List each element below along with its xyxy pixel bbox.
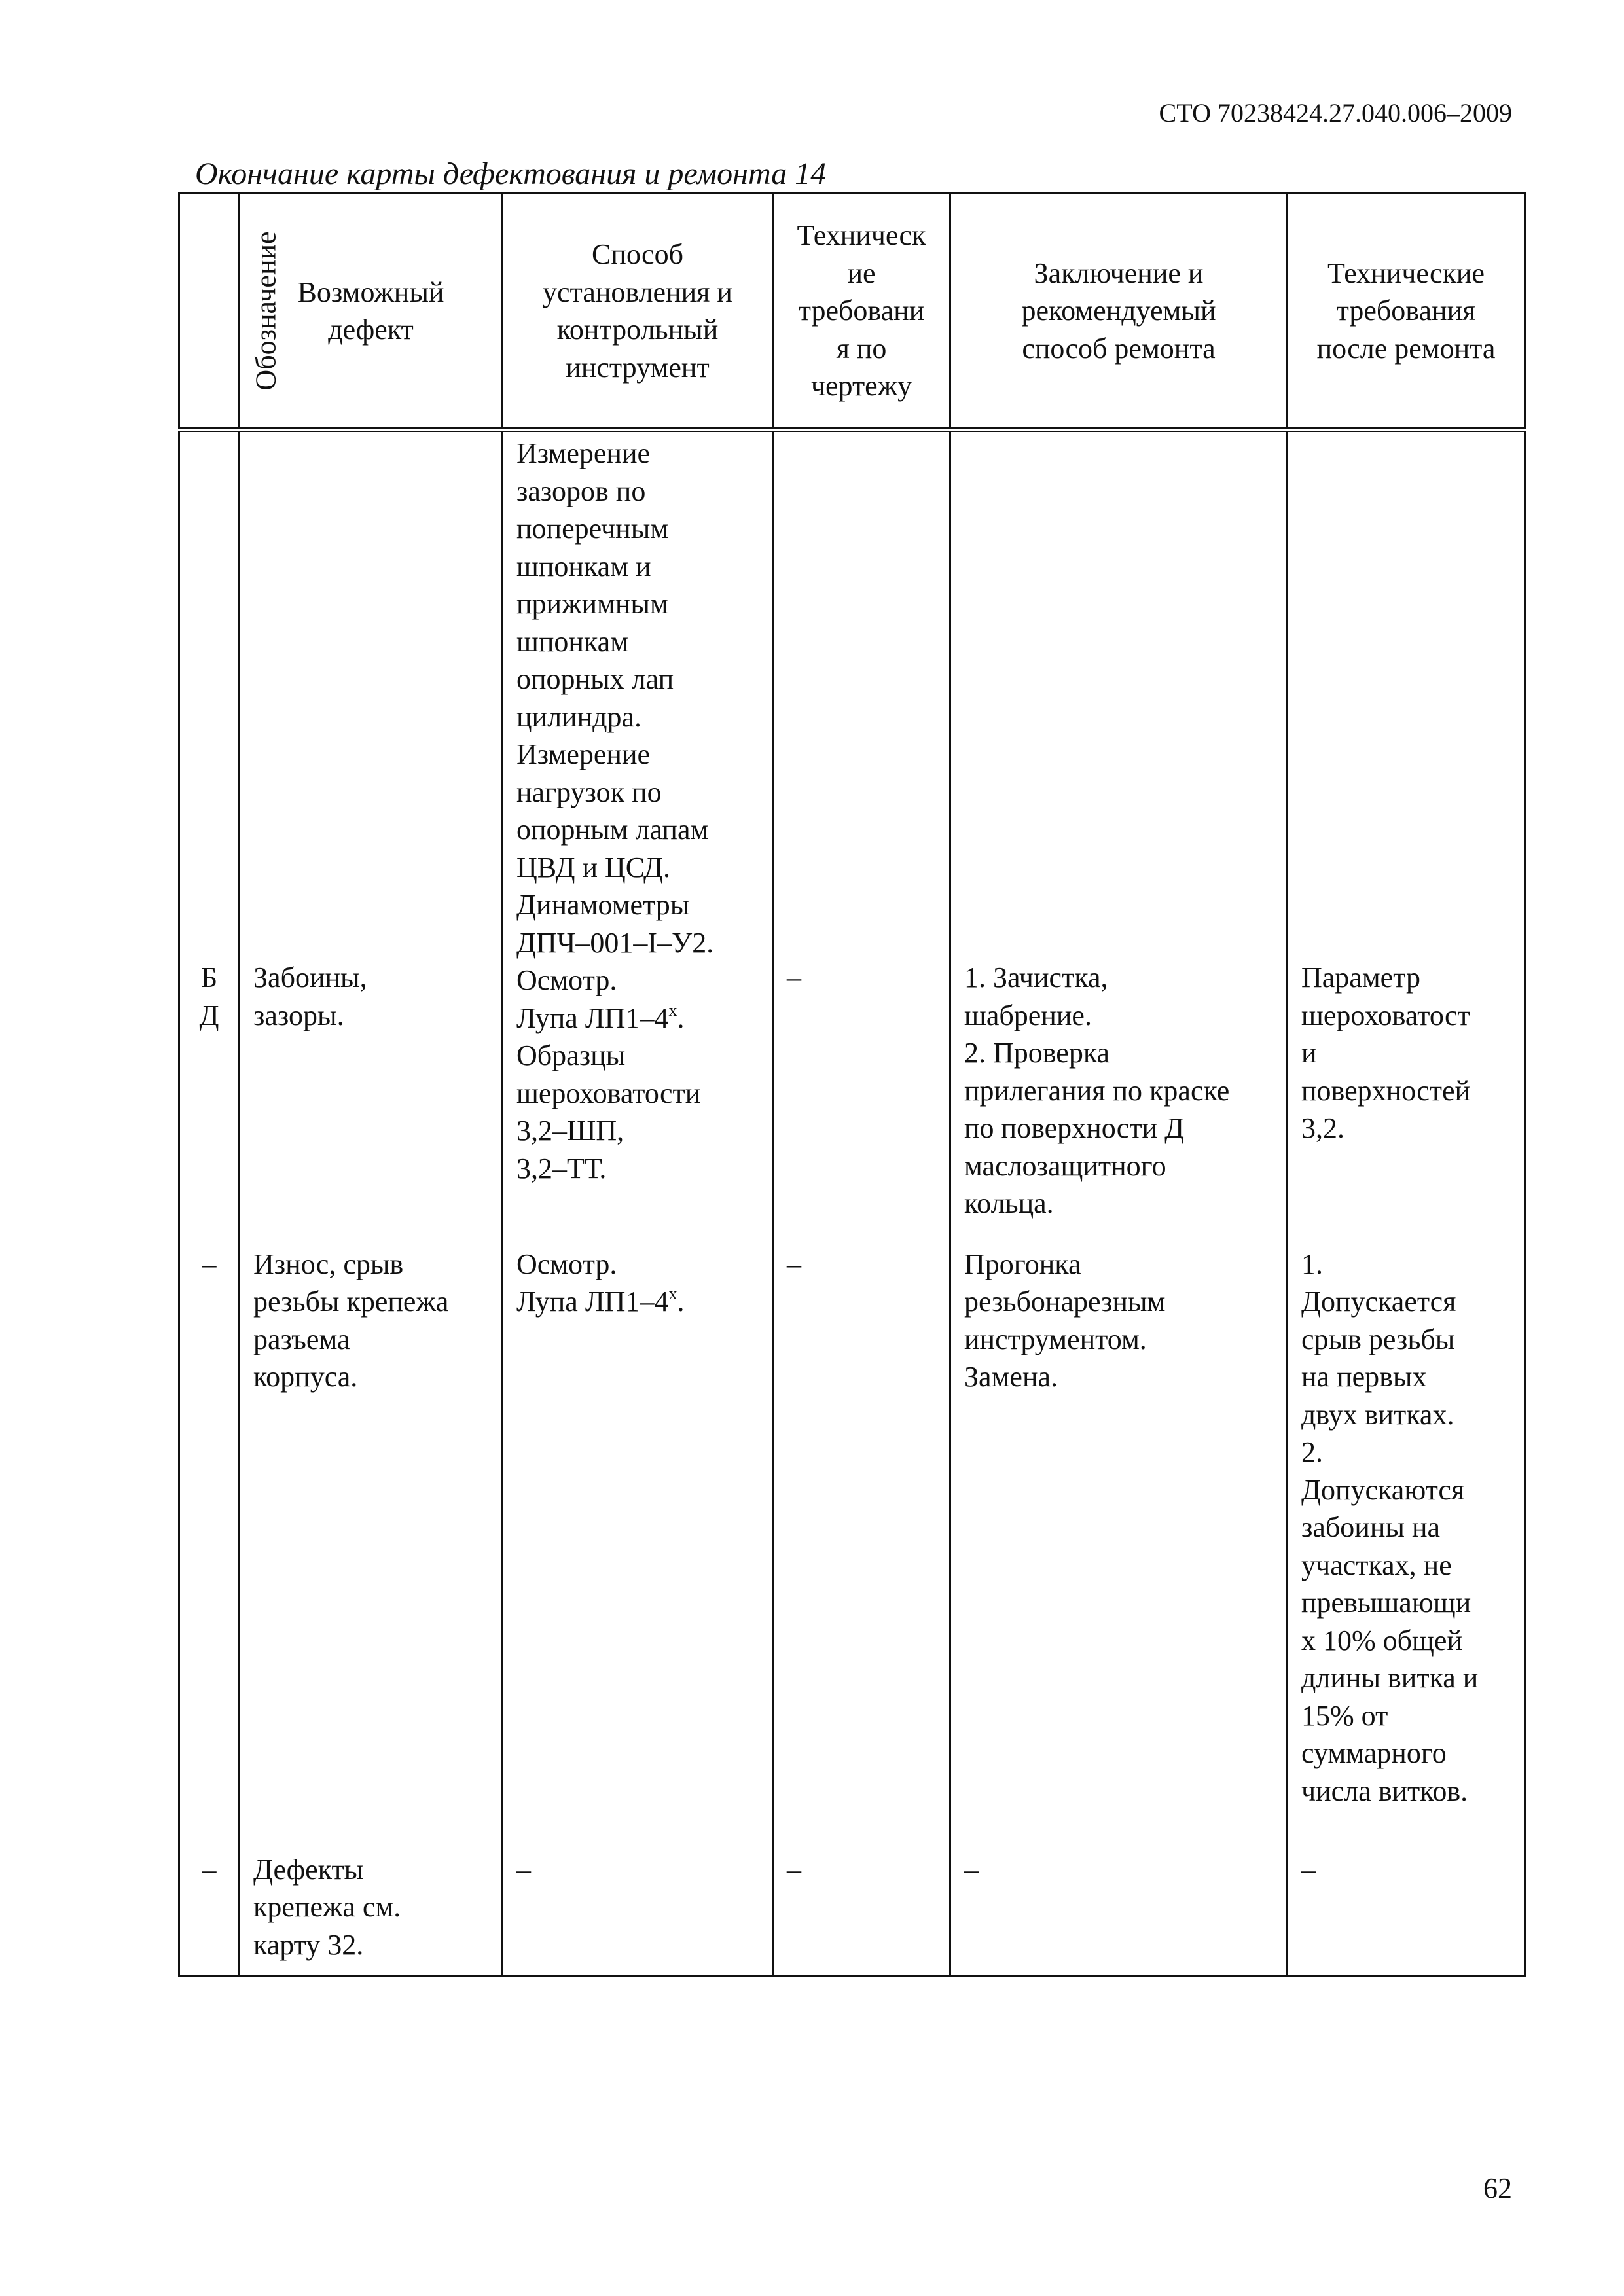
- header-code: [179, 194, 282, 430]
- row-3-tech-after: [1288, 1851, 1525, 1976]
- row-2-tech-after: [1288, 1246, 1525, 1851]
- row-1-lupa-text: Лупа ЛП1–4: [516, 1001, 669, 1034]
- row-2-code: [179, 1246, 240, 1851]
- row-3-tech-drawing: [773, 1851, 950, 1976]
- row-1-code-text: Б Д: [199, 961, 219, 1031]
- header-method: [503, 194, 773, 430]
- row-2-tech-drawing-text: –: [787, 1247, 801, 1280]
- row-1-tech-drawing: [773, 430, 950, 1246]
- row-2-tech-after-text: 1. Допускается срыв резьбы на первых двух витках. 2. Допускаются забоины на участках, не превышающи х 10% общей длины витка и 15% от суммарного числа витков.: [1301, 1247, 1479, 1807]
- row-3-defect-text: Дефекты крепежа см. карту 32.: [253, 1853, 401, 1961]
- row-1-conclusion: [950, 430, 1288, 1246]
- row-1-method-lupa: [516, 999, 765, 1037]
- header-code-label: Обозначение: [249, 231, 282, 391]
- table-header-row: [179, 194, 1525, 430]
- row-1-tech-drawing-text: –: [787, 961, 801, 994]
- row-3-defect: [240, 1851, 503, 1976]
- header-tech-after: [1288, 194, 1525, 430]
- row-1-conclusion-text: 1. Зачистка, шабрение. 2. Проверка прилегания по краске по поверхности Д маслозащитного кольца.: [964, 961, 1230, 1219]
- row-1-tech-after-text: Параметр шероховатост и поверхностей 3,2.: [1301, 961, 1471, 1144]
- header-tech-drawing-label: Техническ ие требовани я по чертежу: [797, 219, 926, 403]
- row-3-tech-drawing-text: –: [787, 1853, 801, 1886]
- table-row: [179, 430, 1525, 1246]
- row-2-method-lupa: [516, 1283, 765, 1321]
- row-2-conclusion-text: Прогонка резьбонарезным инструментом. Замена.: [964, 1247, 1166, 1393]
- row-2-lupa-sup: х: [668, 1284, 677, 1303]
- row-1-lupa-end: .: [677, 1001, 685, 1034]
- table-row: [179, 1851, 1525, 1976]
- row-2-method: [503, 1246, 773, 1851]
- row-3-tech-after-text: –: [1301, 1853, 1316, 1886]
- row-1-method: [503, 430, 773, 1246]
- row-2-tech-drawing: [773, 1246, 950, 1851]
- row-1-lupa-sup: х: [668, 1000, 677, 1020]
- header-defect-label: Возможный дефект: [297, 276, 444, 346]
- header-conclusion-label: Заключение и рекомендуемый способ ремонта: [1021, 257, 1216, 365]
- row-2-defect-text: Износ, срыв резьбы крепежа разъема корпуса.: [253, 1247, 449, 1393]
- row-3-method: [503, 1851, 773, 1976]
- header-conclusion: [950, 194, 1288, 430]
- row-2-defect: [240, 1246, 503, 1851]
- document-code: СТО 70238424.27.040.006–2009: [1159, 98, 1512, 128]
- row-1-method-tail: Образцы шероховатости 3,2–ШП, 3,2–ТТ.: [516, 1039, 701, 1185]
- row-2-lupa-text: Лупа ЛП1–4: [516, 1285, 669, 1318]
- row-3-code: [179, 1851, 240, 1976]
- page-number: 62: [1483, 2172, 1512, 2204]
- row-1-code: [179, 430, 240, 1246]
- row-3-code-text: –: [202, 1853, 217, 1886]
- header-tech-drawing: [773, 194, 950, 430]
- row-1-defect-text: Забоины, зазоры.: [253, 961, 367, 1031]
- row-1-tech-after: [1288, 430, 1525, 1246]
- table-row: [179, 1246, 1525, 1851]
- header-method-label: Способ установления и контрольный инструмент: [543, 238, 732, 384]
- row-2-lupa-end: .: [677, 1285, 685, 1318]
- defect-repair-table: [178, 192, 1526, 1977]
- row-1-method-text: Измерение зазоров по поперечным шпонкам и прижимным шпонкам опорных лап цилиндра. Измерение нагрузок по опорным лапам ЦВД и ЦСД. Динамометры ДПЧ–001–I–У2. Осмотр.: [516, 437, 714, 996]
- row-2-conclusion: [950, 1246, 1288, 1851]
- row-2-code-text: –: [202, 1247, 217, 1280]
- row-2-method-text: Осмотр.: [516, 1247, 617, 1280]
- row-3-method-text: –: [516, 1853, 531, 1886]
- row-3-conclusion: [950, 1851, 1288, 1976]
- row-3-conclusion-text: –: [964, 1853, 979, 1886]
- row-1-defect: [240, 430, 503, 1246]
- table-caption: Окончание карты дефектования и ремонта 14: [195, 156, 827, 191]
- header-tech-after-label: Технические требования после ремонта: [1316, 257, 1496, 365]
